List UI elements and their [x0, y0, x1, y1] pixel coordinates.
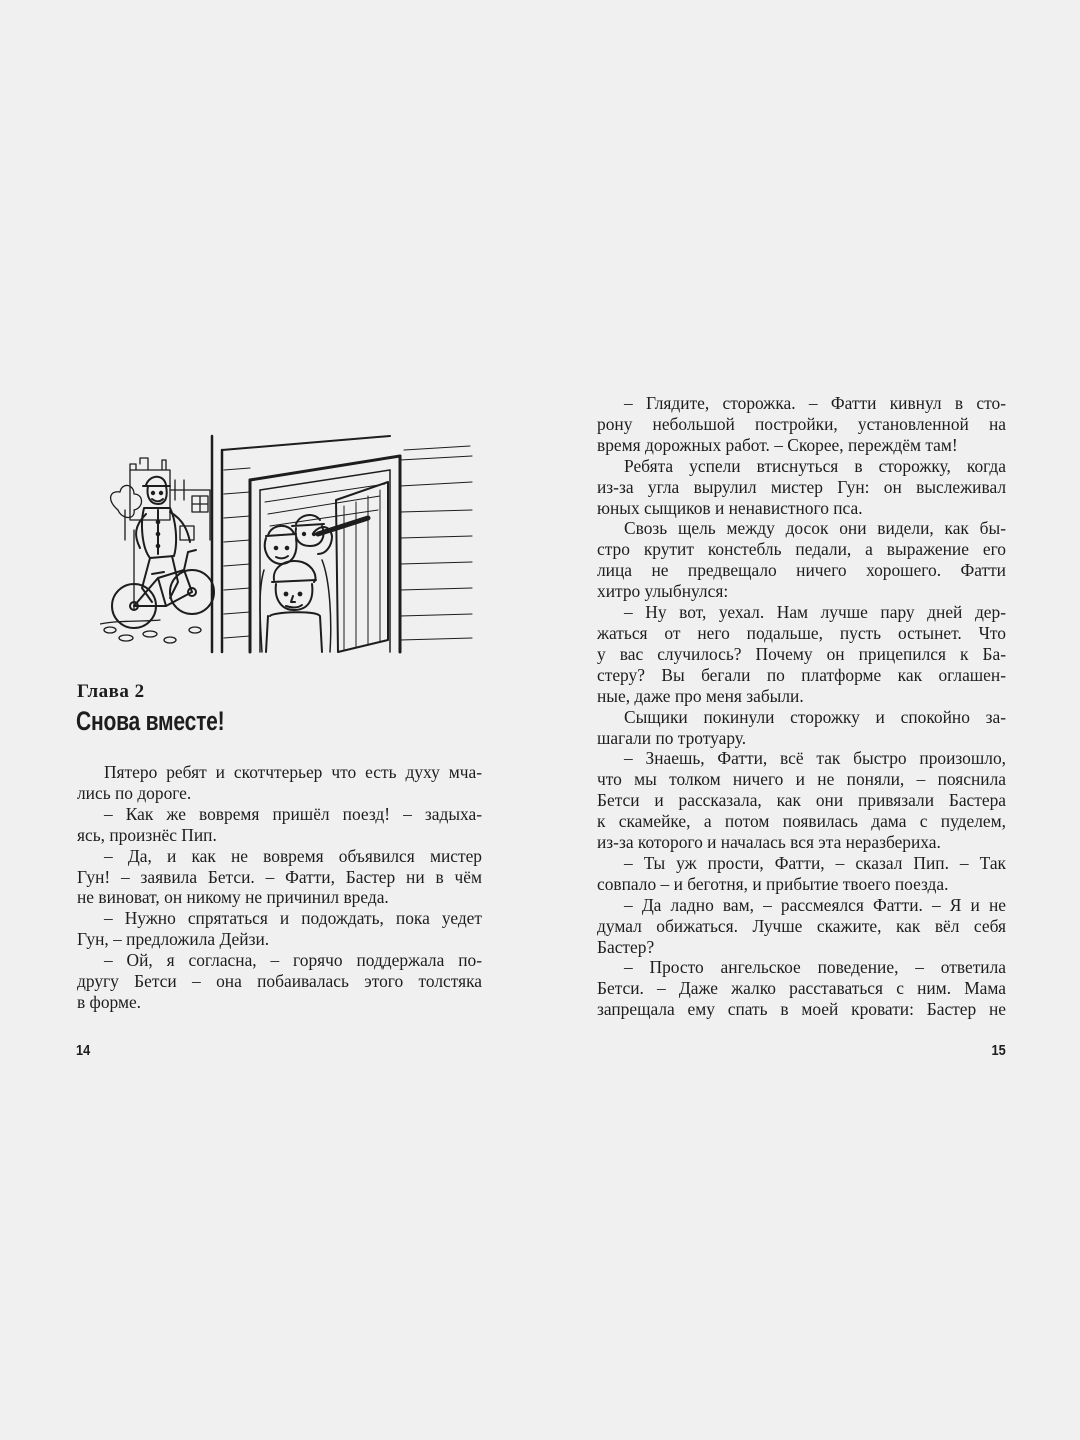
text-line: – Ну вот, уехал. Нам лучше пару дней дер- — [624, 602, 1006, 623]
text-line: к скамейке, а потом появилась дама с пуделем, — [597, 811, 1006, 832]
text-line: у вас случилось? Почему он прицепился к Ба- — [597, 643, 1006, 664]
text-line: жаться от него подальше, пусть остынет. Что — [597, 622, 1006, 643]
text-line: – Ты уж прости, Фатти, – сказал Пип. – Так — [624, 852, 1006, 873]
page-number-right: 15 — [991, 1042, 1006, 1059]
right-body-text — [597, 393, 1006, 1020]
page-number-left: 14 — [76, 1042, 91, 1059]
text-line: – Нужно спрятаться и подождать, пока уедет — [104, 908, 482, 929]
chapter-title: Снова вместе! — [76, 706, 225, 736]
text-line: – Да ладно вам, – рассмеялся Фатти. – Я и не — [624, 894, 1006, 915]
text-line: лица не предвещало ничего хорошего. Фатти — [597, 560, 1006, 581]
text-line: думал обижаться. Лучше скажите, как вёл себя — [597, 915, 1006, 936]
text-line: стро крутит констебль педали, а выражение его — [597, 539, 1006, 560]
text-line: Гун, – предложила Дейзи. — [77, 929, 270, 950]
text-line: время дорожных работ. – Скорее, переждём там! — [597, 434, 958, 455]
text-line: – Просто ангельское поведение, – ответила — [624, 957, 1006, 978]
text-line: хитро улыбнулся: — [597, 581, 729, 602]
text-line: не виноват, он никому не причинил вреда. — [77, 887, 389, 908]
text-line: Свозь щель между досок они видели, как бы- — [624, 518, 1006, 539]
text-line: шагали по тротуару. — [597, 727, 747, 748]
text-line: Бастер? — [597, 936, 655, 957]
text-line: – Ой, я согласна, – горячо поддержала по- — [104, 950, 482, 971]
text-line: из-за которого и началась вся эта неразбериха. — [597, 832, 941, 853]
text-line: стеру? Вы бегали по платформе как оглашен- — [597, 664, 1006, 685]
text-line: ясь, произнёс Пип. — [77, 824, 217, 845]
text-line: – Знаешь, Фатти, всё так быстро произошло, — [624, 748, 1006, 769]
text-line: что мы толком ничего и не поняли, – пояснила — [597, 769, 1006, 790]
text-line: Пятеро ребят и скотчтерьер что есть духу мча- — [104, 762, 482, 782]
text-line: из-за угла вырулил мистер Гун: он выслеживал — [597, 476, 1006, 497]
text-line: – Глядите, сторожка. – Фатти кивнул в сто- — [624, 393, 1006, 413]
text-line: другу Бетси – она побаивалась этого толстяка — [77, 971, 482, 992]
text-line: ные, даже про меня забыли. — [597, 685, 804, 706]
chapter-label: Глава 2 — [77, 681, 145, 702]
text-line: лись по дороге. — [77, 782, 192, 803]
text-line: в форме. — [77, 991, 142, 1012]
text-line: запрещала ему спать в моей кровати: Бастер не — [597, 999, 1006, 1020]
text-line: юных сыщиков и ненавистного пса. — [597, 497, 863, 518]
text-line: – Как же вовремя пришёл поезд! – задыха- — [104, 803, 482, 824]
text-line: рону небольшой постройки, установленной на — [597, 413, 1006, 434]
text-line: – Да, и как не вовремя объявился мистер — [104, 845, 482, 866]
text-line: Гун! – заявила Бетси. – Фатти, Бастер ни в чём — [77, 866, 482, 887]
text-line: Сыщики покинули сторожку и спокойно за- — [624, 706, 1006, 727]
chapter-illustration — [100, 430, 480, 660]
text-line: совпало – и беготня, и прибытие твоего поезда. — [597, 873, 949, 894]
left-body-text — [77, 762, 482, 1013]
text-line: Бетси и рассказала, как они привязали Бастера — [597, 790, 1006, 811]
text-line: Бетси. – Даже жалко расставаться с ним. Мама — [597, 978, 1006, 999]
text-line: Ребята успели втиснуться в сторожку, когда — [624, 455, 1006, 476]
